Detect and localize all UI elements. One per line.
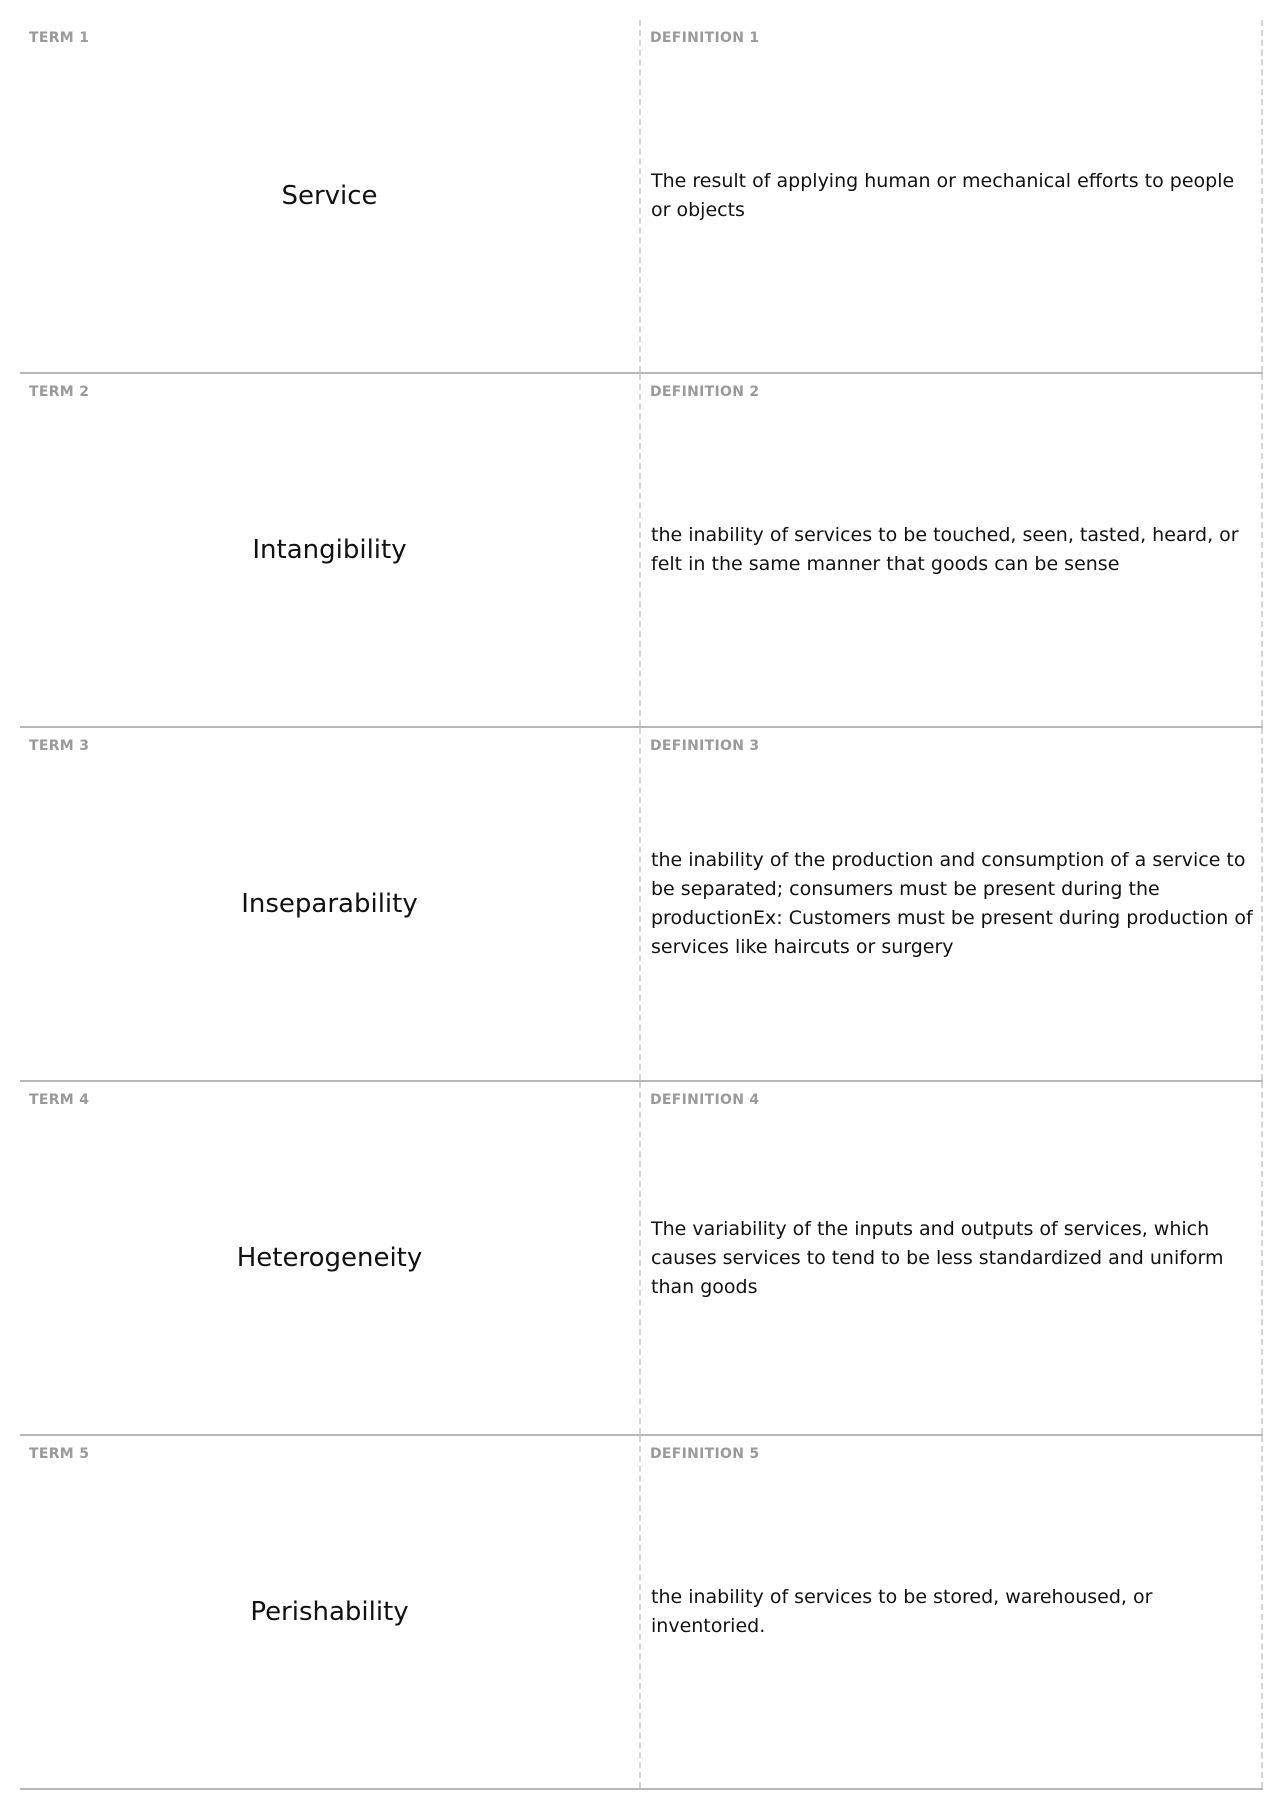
term-label: TERM 3 [29, 738, 90, 754]
definition-label: DEFINITION 5 [650, 1446, 760, 1462]
term-cell [20, 1436, 641, 1788]
definition-cell [641, 20, 1263, 372]
term-label: TERM 1 [29, 30, 90, 46]
term-text: Service [281, 181, 378, 211]
term-label: TERM 5 [29, 1446, 90, 1462]
flashcard-sheet [20, 20, 1263, 1790]
term-cell [20, 20, 641, 372]
definition-text-wrapper [651, 1436, 1253, 1788]
term-text: Inseparability [241, 889, 418, 919]
definition-cell [641, 728, 1263, 1080]
term-text: Intangibility [252, 535, 407, 565]
definition-text: the inability of the production and consumption of a service to be separated; consumers must be present during the productionEx: Customers must be present during production of services like haircuts or surgery [651, 849, 1253, 958]
flashcard-row [20, 1082, 1263, 1436]
term-label: TERM 4 [29, 1092, 90, 1108]
definition-label: DEFINITION 2 [650, 384, 760, 400]
definition-text-wrapper [651, 20, 1253, 372]
flashcard-row [20, 1436, 1263, 1790]
term-text: Heterogeneity [236, 1243, 423, 1273]
definition-text: the inability of services to be stored, warehoused, or inventoried. [651, 1586, 1153, 1637]
flashcard-row [20, 374, 1263, 728]
definition-text: The result of applying human or mechanical efforts to people or objects [651, 170, 1235, 221]
definition-cell [641, 1436, 1263, 1788]
term-cell [20, 728, 641, 1080]
flashcard-row [20, 20, 1263, 374]
term-label: TERM 2 [29, 384, 90, 400]
definition-text-wrapper [651, 374, 1253, 726]
term-text: Perishability [250, 1597, 409, 1627]
term-cell [20, 374, 641, 726]
definition-cell [641, 1082, 1263, 1434]
definition-label: DEFINITION 3 [650, 738, 760, 754]
definition-label: DEFINITION 1 [650, 30, 760, 46]
term-cell [20, 1082, 641, 1434]
definition-text-wrapper [651, 728, 1253, 1080]
definition-label: DEFINITION 4 [650, 1092, 760, 1108]
definition-text-wrapper [651, 1082, 1253, 1434]
definition-text: The variability of the inputs and outputs of services, which causes services to tend to be less standardized and uniform than goods [651, 1217, 1224, 1298]
definition-text: the inability of services to be touched, seen, tasted, heard, or felt in the same manner that goods can be sense [651, 524, 1239, 575]
flashcard-row [20, 728, 1263, 1082]
definition-cell [641, 374, 1263, 726]
